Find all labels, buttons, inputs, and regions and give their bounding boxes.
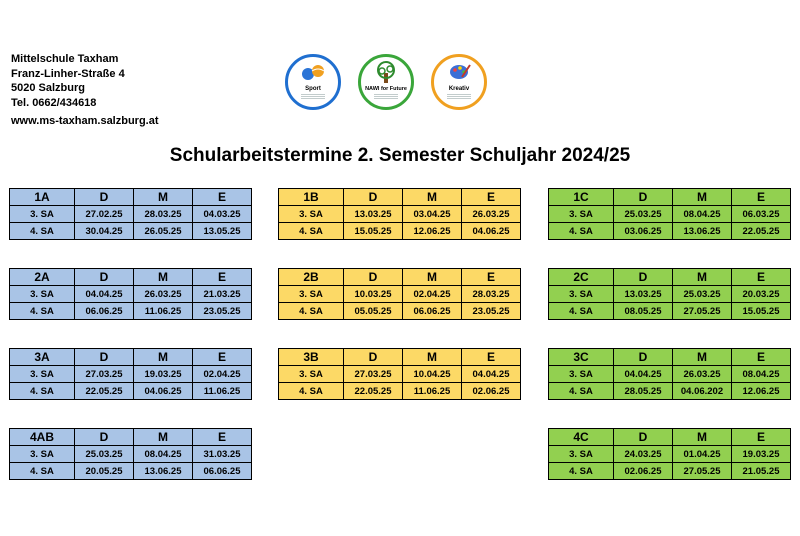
schedule-table-1b (278, 188, 521, 240)
col-m-header: M (403, 269, 462, 286)
class-label: 1C (549, 189, 614, 206)
date-cell: 28.05.25 (614, 383, 673, 400)
class-label: 3C (549, 349, 614, 366)
col-d-header: D (614, 429, 673, 446)
nawi-logo-label: NAWI for Future (365, 86, 407, 92)
date-cell: 20.03.25 (732, 286, 791, 303)
date-cell: 08.04.25 (732, 366, 791, 383)
sport-logo-fineprint (301, 94, 325, 99)
row-label: 3. SA (549, 366, 614, 383)
col-e-header: E (462, 349, 521, 366)
date-cell: 27.03.25 (75, 366, 134, 383)
col-m-header: M (673, 269, 732, 286)
class-label: 1A (10, 189, 75, 206)
kreativ-logo (431, 54, 487, 110)
row-label: 4. SA (10, 383, 75, 400)
school-street: Franz-Linher-Straße 4 (11, 67, 125, 80)
col-d-header: D (344, 189, 403, 206)
date-cell: 19.03.25 (732, 446, 791, 463)
date-cell: 11.06.25 (193, 383, 252, 400)
row-label: 3. SA (279, 286, 344, 303)
date-cell: 24.03.25 (614, 446, 673, 463)
schedule-table-2b (278, 268, 521, 320)
col-e-header: E (193, 269, 252, 286)
col-d-header: D (75, 349, 134, 366)
date-cell: 25.03.25 (75, 446, 134, 463)
row-label: 3. SA (10, 286, 75, 303)
row-label: 3. SA (10, 366, 75, 383)
row-label: 3. SA (279, 206, 344, 223)
row-label: 3. SA (10, 446, 75, 463)
date-cell: 08.05.25 (614, 303, 673, 320)
date-cell: 27.03.25 (344, 366, 403, 383)
school-address (11, 52, 159, 129)
row-label: 4. SA (549, 383, 614, 400)
col-d-header: D (344, 349, 403, 366)
date-cell: 04.06.202 (673, 383, 732, 400)
palette-icon (434, 57, 484, 87)
schedule-table-2a (9, 268, 252, 320)
class-label: 3A (10, 349, 75, 366)
schedule-table-1a (9, 188, 252, 240)
date-cell: 20.05.25 (75, 463, 134, 480)
school-phone: Tel. 0662/434618 (11, 96, 97, 109)
class-label: 2B (279, 269, 344, 286)
col-d-header: D (75, 189, 134, 206)
date-cell: 13.06.25 (673, 223, 732, 240)
date-cell: 25.03.25 (614, 206, 673, 223)
class-label: 4C (549, 429, 614, 446)
col-e-header: E (462, 269, 521, 286)
kreativ-logo-fineprint (447, 94, 471, 99)
col-m-header: M (134, 349, 193, 366)
col-m-header: M (134, 189, 193, 206)
nawi-logo (358, 54, 414, 110)
date-cell: 26.03.25 (134, 286, 193, 303)
col-e-header: E (193, 429, 252, 446)
date-cell: 06.06.25 (403, 303, 462, 320)
class-label: 2C (549, 269, 614, 286)
sport-logo (285, 54, 341, 110)
row-label: 4. SA (549, 223, 614, 240)
col-d-header: D (344, 269, 403, 286)
schedule-table-3b (278, 348, 521, 400)
date-cell: 26.03.25 (673, 366, 732, 383)
row-label: 4. SA (10, 463, 75, 480)
date-cell: 19.03.25 (134, 366, 193, 383)
date-cell: 23.05.25 (462, 303, 521, 320)
date-cell: 21.03.25 (193, 286, 252, 303)
col-d-header: D (614, 269, 673, 286)
date-cell: 22.05.25 (344, 383, 403, 400)
row-label: 4. SA (10, 223, 75, 240)
date-cell: 31.03.25 (193, 446, 252, 463)
row-label: 3. SA (279, 366, 344, 383)
date-cell: 04.04.25 (462, 366, 521, 383)
row-label: 4. SA (10, 303, 75, 320)
col-e-header: E (732, 429, 791, 446)
date-cell: 26.05.25 (134, 223, 193, 240)
col-m-header: M (134, 269, 193, 286)
date-cell: 13.03.25 (614, 286, 673, 303)
class-label: 2A (10, 269, 75, 286)
date-cell: 11.06.25 (403, 383, 462, 400)
date-cell: 03.04.25 (403, 206, 462, 223)
date-cell: 12.06.25 (403, 223, 462, 240)
date-cell: 28.03.25 (134, 206, 193, 223)
row-label: 4. SA (279, 303, 344, 320)
row-label: 4. SA (279, 223, 344, 240)
date-cell: 22.05.25 (75, 383, 134, 400)
date-cell: 02.04.25 (193, 366, 252, 383)
col-e-header: E (462, 189, 521, 206)
date-cell: 06.03.25 (732, 206, 791, 223)
date-cell: 06.06.25 (193, 463, 252, 480)
col-d-header: D (75, 269, 134, 286)
class-label: 1B (279, 189, 344, 206)
col-d-header: D (614, 189, 673, 206)
nawi-logo-fineprint (374, 94, 398, 99)
date-cell: 02.06.25 (462, 383, 521, 400)
schedule-table-3c (548, 348, 791, 400)
date-cell: 01.04.25 (673, 446, 732, 463)
row-label: 3. SA (549, 446, 614, 463)
date-cell: 13.03.25 (344, 206, 403, 223)
date-cell: 25.03.25 (673, 286, 732, 303)
date-cell: 27.02.25 (75, 206, 134, 223)
row-label: 3. SA (549, 286, 614, 303)
date-cell: 08.04.25 (134, 446, 193, 463)
col-m-header: M (403, 349, 462, 366)
class-label: 4AB (10, 429, 75, 446)
date-cell: 02.04.25 (403, 286, 462, 303)
col-m-header: M (403, 189, 462, 206)
col-e-header: E (732, 269, 791, 286)
date-cell: 27.05.25 (673, 463, 732, 480)
col-e-header: E (732, 189, 791, 206)
date-cell: 10.04.25 (403, 366, 462, 383)
date-cell: 04.04.25 (614, 366, 673, 383)
date-cell: 13.05.25 (193, 223, 252, 240)
schedule-table-1c (548, 188, 791, 240)
row-label: 4. SA (279, 383, 344, 400)
date-cell: 08.04.25 (673, 206, 732, 223)
date-cell: 02.06.25 (614, 463, 673, 480)
date-cell: 06.06.25 (75, 303, 134, 320)
row-label: 3. SA (549, 206, 614, 223)
date-cell: 28.03.25 (462, 286, 521, 303)
row-label: 3. SA (10, 206, 75, 223)
date-cell: 21.05.25 (732, 463, 791, 480)
col-m-header: M (673, 349, 732, 366)
col-m-header: M (134, 429, 193, 446)
col-e-header: E (193, 189, 252, 206)
school-city: 5020 Salzburg (11, 82, 85, 94)
tree-icon (361, 57, 411, 87)
date-cell: 15.05.25 (732, 303, 791, 320)
col-m-header: M (673, 429, 732, 446)
date-cell: 04.03.25 (193, 206, 252, 223)
date-cell: 12.06.25 (732, 383, 791, 400)
date-cell: 23.05.25 (193, 303, 252, 320)
date-cell: 04.06.25 (134, 383, 193, 400)
page-title: Schularbeitstermine 2. Semester Schuljahr 2024/25 (169, 145, 631, 166)
row-label: 4. SA (549, 463, 614, 480)
schedule-table-4c (548, 428, 791, 480)
schedule-table-4ab (9, 428, 252, 480)
date-cell: 15.05.25 (344, 223, 403, 240)
sport-logo-label: Sport (305, 86, 321, 92)
date-cell: 04.06.25 (462, 223, 521, 240)
date-cell: 04.04.25 (75, 286, 134, 303)
class-label: 3B (279, 349, 344, 366)
date-cell: 26.03.25 (462, 206, 521, 223)
kreativ-logo-label: Kreativ (448, 86, 470, 92)
date-cell: 30.04.25 (75, 223, 134, 240)
col-e-header: E (732, 349, 791, 366)
row-label: 4. SA (549, 303, 614, 320)
sport-ball-icon (288, 57, 338, 87)
school-name: Mittelschule Taxham (11, 53, 119, 65)
date-cell: 11.06.25 (134, 303, 193, 320)
col-m-header: M (673, 189, 732, 206)
date-cell: 27.05.25 (673, 303, 732, 320)
date-cell: 05.05.25 (344, 303, 403, 320)
school-website[interactable]: www.ms-taxham.salzburg.at (11, 115, 159, 127)
col-d-header: D (614, 349, 673, 366)
schedule-table-3a (9, 348, 252, 400)
date-cell: 13.06.25 (134, 463, 193, 480)
col-e-header: E (193, 349, 252, 366)
col-d-header: D (75, 429, 134, 446)
schedule-table-2c (548, 268, 791, 320)
date-cell: 22.05.25 (732, 223, 791, 240)
date-cell: 10.03.25 (344, 286, 403, 303)
date-cell: 03.06.25 (614, 223, 673, 240)
